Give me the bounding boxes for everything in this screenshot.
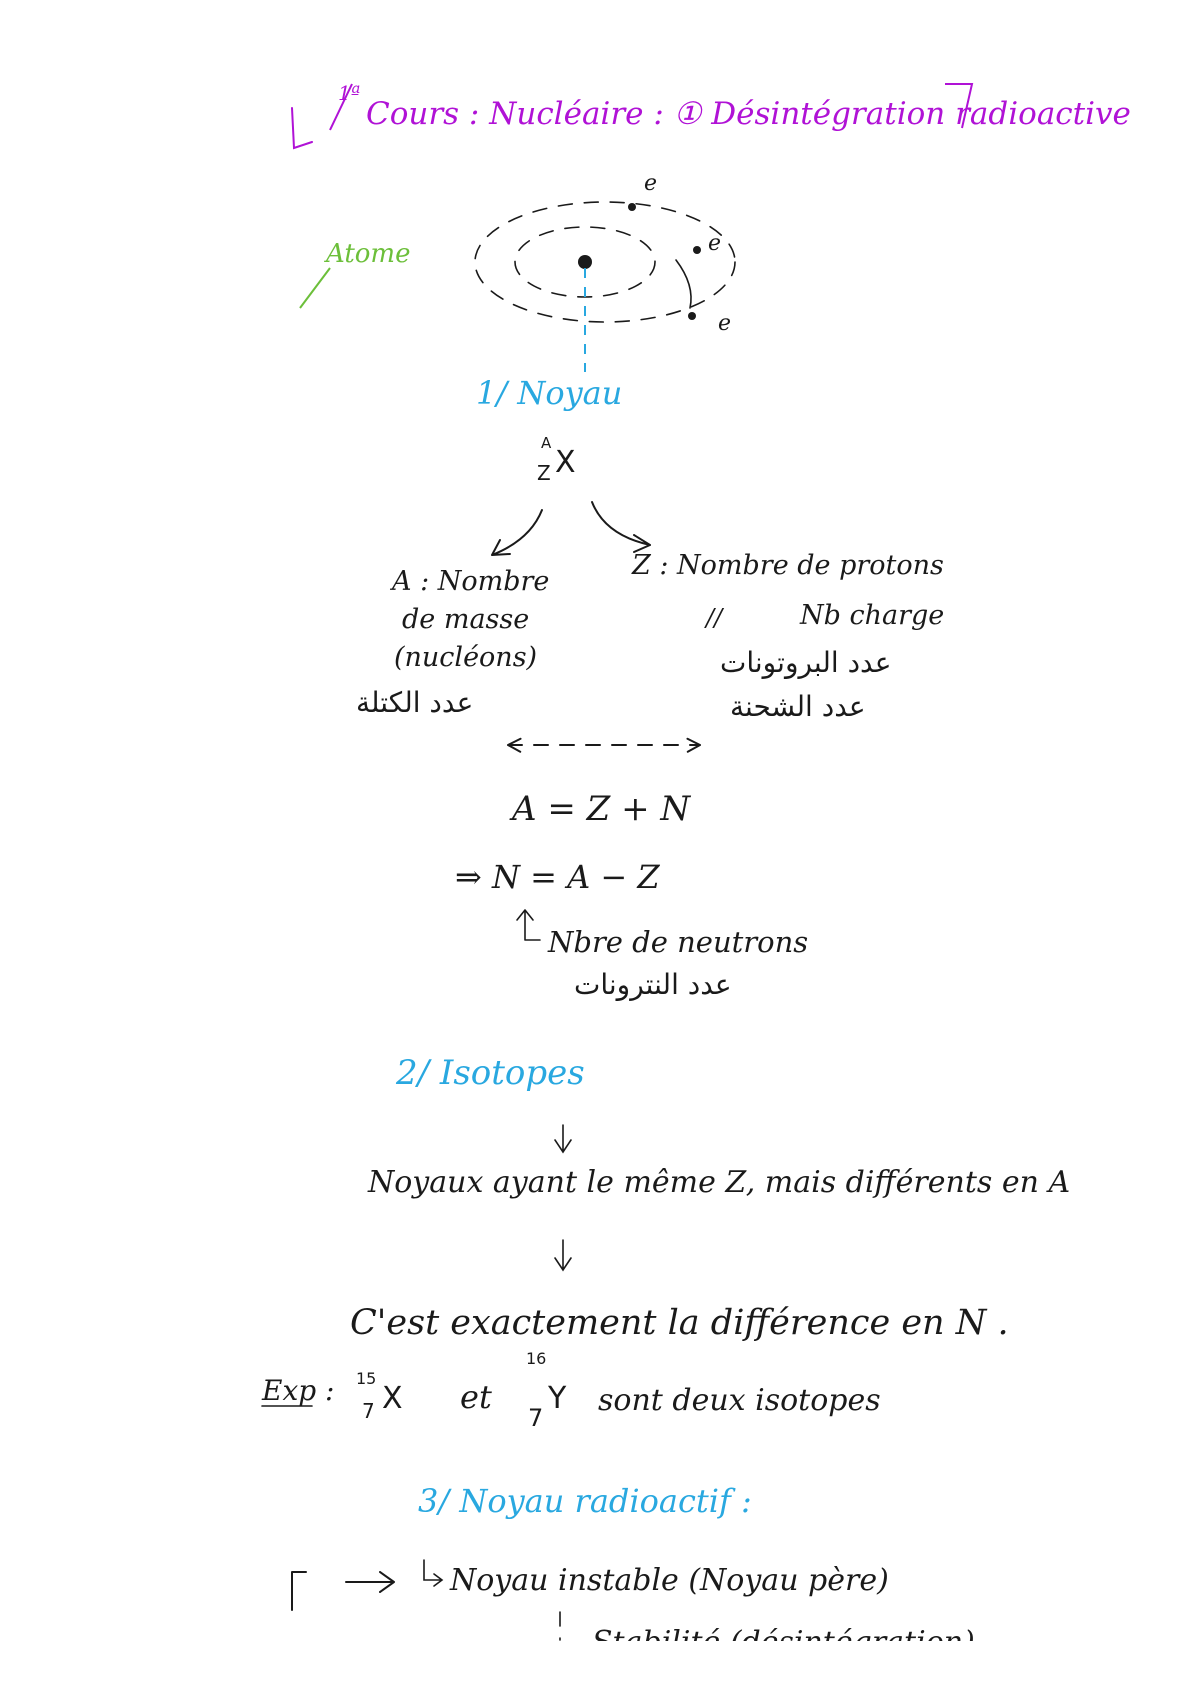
A-definition-line2: de masse	[402, 604, 530, 635]
Z-definition-arabic2: عدد الشحنة	[730, 690, 866, 723]
nuclide-Z: Z	[537, 461, 551, 485]
electron-orbit-outer	[475, 202, 735, 322]
electron-label-2: e	[708, 231, 722, 256]
isotope-definition: Noyaux ayant le même Z, mais différents en A	[368, 1165, 1071, 1200]
section2-heading: 2/ Isotopes	[396, 1053, 585, 1093]
A-definition-arabic: عدد الكتلة	[356, 686, 474, 719]
double-arrow-relation	[508, 736, 700, 755]
main-arrow	[346, 1572, 394, 1592]
atom-label: Atome	[326, 239, 411, 269]
electron-label-1: e	[644, 171, 658, 196]
atom-diagram	[300, 171, 735, 372]
equation-N: ⇒ N = A − Z	[455, 858, 660, 896]
example-A2: 16	[526, 1349, 547, 1368]
isotope-down-arrow-1	[555, 1125, 571, 1152]
example-Z2: 7	[528, 1404, 544, 1432]
atom-label-underline	[300, 268, 330, 308]
title-number: 1ª	[338, 81, 361, 105]
A-definition-line3: (nucléons)	[394, 642, 538, 673]
section-isotopes	[261, 1053, 1070, 1432]
example-X: X	[382, 1381, 403, 1416]
A-definition-line1: A : Nombre	[392, 566, 550, 597]
electron-orbit-arrow	[676, 260, 691, 308]
section-noyau	[356, 374, 944, 1001]
electron-dot-3	[688, 312, 696, 320]
equation-A: A = Z + N	[512, 789, 691, 829]
electron-dot-2	[693, 246, 701, 254]
neutron-label-arabic: عدد النترونات	[574, 968, 732, 1001]
title-block	[292, 81, 1131, 148]
electron-label-3: e	[718, 311, 732, 336]
electron-dot-1	[628, 203, 636, 211]
isotope-consequence: C'est exactement la différence en N .	[350, 1303, 1009, 1343]
nuclide-A: A	[541, 434, 552, 452]
Z-definition-line1: Z : Nombre de protons	[632, 550, 944, 581]
bracket-mark	[292, 1572, 306, 1610]
arrow-to-Z	[592, 502, 650, 552]
example-Z1: 7	[362, 1399, 375, 1423]
neutron-pointer-arrow	[517, 910, 540, 940]
Z-definition-line2: Nb charge	[800, 600, 945, 631]
Z-definition-arabic1: عدد البروتونات	[720, 646, 892, 679]
example-label: Exp :	[262, 1374, 335, 1407]
title-corner-mark	[292, 108, 312, 148]
arrow-to-A	[492, 510, 542, 555]
neutron-label: Nbre de neutrons	[548, 925, 809, 959]
nuclide-X: X	[555, 445, 576, 480]
section1-heading: 1/ Noyau	[476, 374, 623, 412]
Z-definition-ditto: //	[706, 604, 723, 632]
section-noyau-radioactif	[292, 1482, 975, 1660]
example-Y: Y	[548, 1381, 567, 1416]
example-conclusion: sont deux isotopes	[598, 1383, 881, 1418]
example-A1: 15	[356, 1369, 377, 1388]
unstable-nucleus-line: Noyau instable (Noyau père)	[450, 1563, 889, 1598]
page-cutoff-mask	[0, 1641, 1200, 1697]
sub-arrow	[424, 1560, 442, 1586]
nucleus-dot	[578, 255, 592, 269]
page-title: Cours : Nucléaire : ① Désintégration radioactive	[366, 96, 1131, 132]
isotope-down-arrow-2	[555, 1240, 571, 1270]
example-et: et	[460, 1378, 492, 1416]
section3-heading: 3/ Noyau radioactif :	[418, 1482, 752, 1520]
